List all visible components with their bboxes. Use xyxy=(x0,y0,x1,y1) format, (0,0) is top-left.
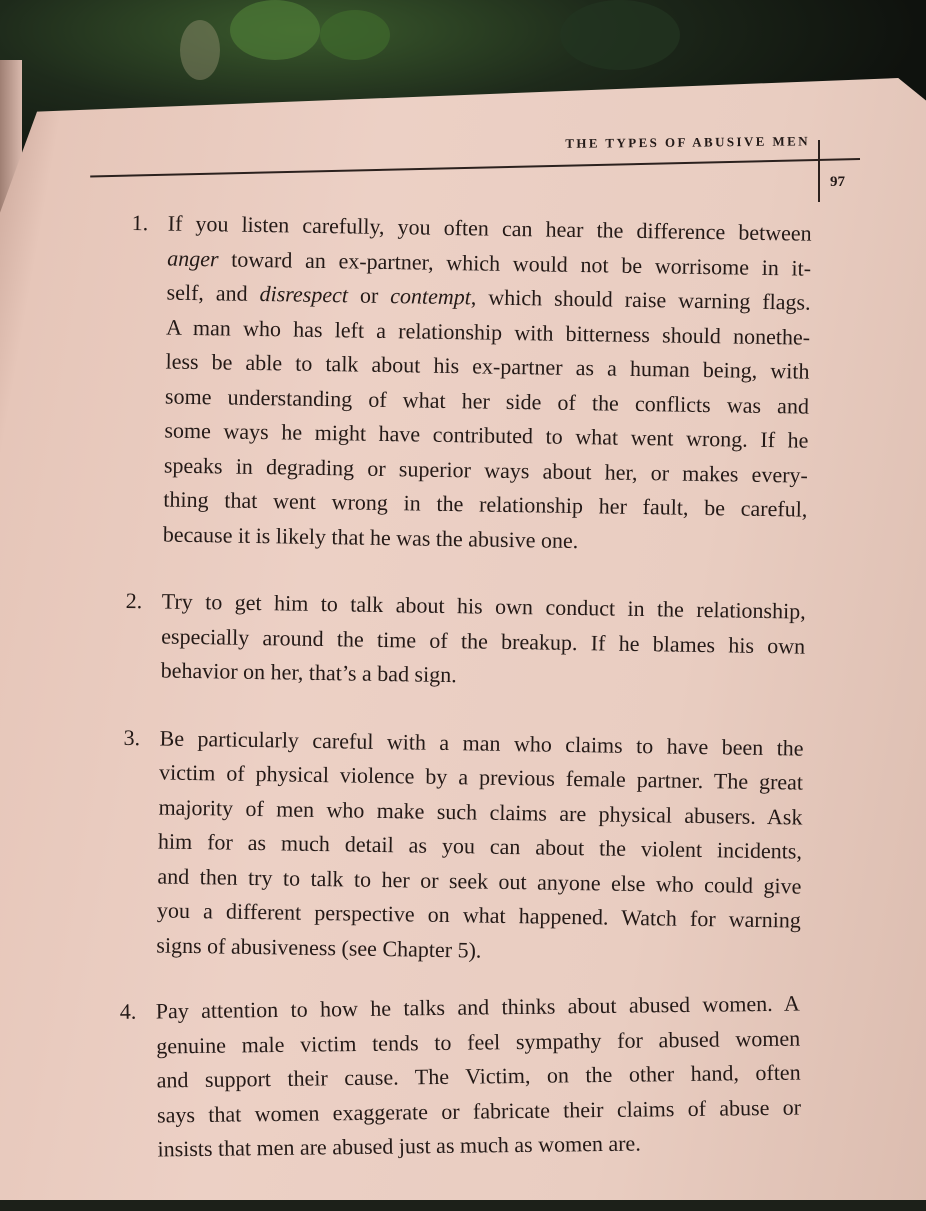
text-line: anger toward an ex-partner, which would not be worrisome in it- xyxy=(166,245,812,281)
plant-leaf xyxy=(230,0,320,60)
text-line: Pay attention to how he talks and thinks about abused women. A xyxy=(155,990,800,1024)
text-line: says that women exaggerate or fabricate their claims of abuse or xyxy=(156,1094,802,1127)
text-line: and then try to talk to her or seek out anyone else who could give xyxy=(157,862,802,899)
text-line: A man who has left a relationship with bitterness should nonethe- xyxy=(165,314,811,350)
text-line: majority of men who make such claims are physical abusers. Ask xyxy=(158,793,803,830)
text-line: and support their cause. The Victim, on the other hand, often xyxy=(156,1059,801,1093)
text-line: less be able to talk about his ex-partner as a human being, with xyxy=(165,348,810,384)
text-line: Try to get him to talk about his own conduct in the relationship, xyxy=(161,588,806,624)
text-line: Be particularly careful with a man who claims to have been the xyxy=(159,725,804,761)
text-line: victim of physical violence by a previous female partner. The great xyxy=(158,759,804,795)
page-number: 97 xyxy=(830,174,845,190)
text-line: behavior on her, that’s a bad sign. xyxy=(160,657,457,688)
list-item xyxy=(120,987,802,1168)
header-divider xyxy=(818,140,820,202)
text-line: If you listen carefully, you often can hear the difference between xyxy=(167,210,812,246)
text-line: especially around the time of the breakup. If he blames his own xyxy=(161,623,806,659)
item-number: 3. xyxy=(123,724,141,750)
list-item xyxy=(127,206,812,562)
item-number: 4. xyxy=(119,998,137,1024)
text-line: thing that went wrong in the relationship her fault, be careful, xyxy=(163,486,808,522)
item-number: 1. xyxy=(131,209,149,236)
item-number: 2. xyxy=(125,587,143,614)
text-line: signs of abusiveness (see Chapter 5). xyxy=(156,931,482,963)
list-item xyxy=(124,584,806,698)
text-line: insists that men are abused just as much as women are. xyxy=(157,1130,641,1162)
text-line: because it is likely that he was the abusive one. xyxy=(162,521,579,553)
text-line: you a different perspective on what happened. Watch for warning xyxy=(156,897,802,933)
plant-leaf xyxy=(320,10,390,60)
text-line: some understanding of what her side of the conflicts was and xyxy=(164,383,810,419)
text-line: him for as much detail as you can about the violent incidents, xyxy=(157,828,803,864)
text-line: genuine male victim tends to feel sympathy for abused women xyxy=(156,1025,801,1058)
page-text xyxy=(116,206,812,1211)
list-item xyxy=(120,720,804,972)
running-head: THE TYPES OF ABUSIVE MEN xyxy=(565,133,811,151)
plant-leaf xyxy=(560,0,680,70)
plant-leaf xyxy=(180,20,220,80)
text-line: self, and disrespect or contempt, which should raise warning flags. xyxy=(166,279,811,315)
text-line: some ways he might have contributed to what went wrong. If he xyxy=(164,417,809,453)
text-line: speaks in degrading or superior ways about her, or makes every- xyxy=(163,452,809,488)
